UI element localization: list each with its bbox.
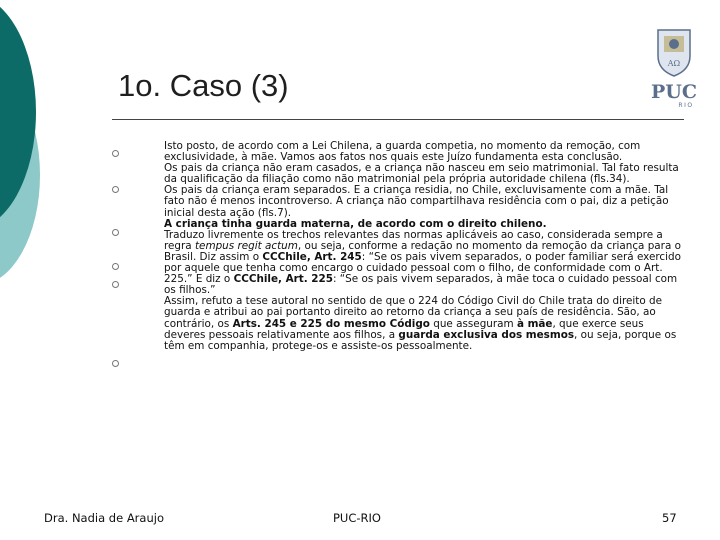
decorative-circles (0, 0, 60, 300)
paragraph-3 (164, 185, 684, 218)
paragraph-6 (164, 296, 684, 351)
bullet-6 (112, 360, 119, 367)
bullet-2 (112, 186, 119, 193)
title-divider (112, 119, 684, 120)
paragraph-5-run-7: : “Se os pais vivem separados, à mãe toca o cuidado pessoal com os filhos.” (164, 273, 678, 297)
paragraph-5 (164, 230, 684, 297)
paragraph-4-run-1: A criança tinha guarda materna, de acordo com o direito chileno. (164, 217, 547, 230)
paragraph-6-run-7: , ou seja, porque os têm em companhia, protege-os e assiste-os pessoalmente. (164, 328, 677, 352)
slide-content (164, 141, 684, 352)
paragraph-3-run-1: Os pais da criança eram separados. E a criança residia, no Chile, excluvisamente com a mãe. Tal fato não é menos incontroverso. A criança não compartilhava residência com o pai, diz a petição inicial desta ação (fls.7). (164, 184, 669, 219)
paragraph-5-run-5: : “Se os pais vivem separados, o poder familiar será exercido por aquele que tenha como encargo o cuidado pessoal com o filho, de conformidade com o Art. 225.” E diz o (164, 250, 681, 286)
svg-text:PUC: PUC (651, 81, 697, 103)
paragraph-5-run-3: , ou seja, conforme a redação no momento da remoção da criança para o Brasil. Diz assim o (164, 239, 681, 263)
puc-rio-logo (648, 26, 700, 110)
paragraph-6-run-2: Arts. 245 e 225 do mesmo Código (232, 317, 430, 330)
bullet-markers (112, 146, 132, 376)
paragraph-5-run-6: CCChile, Art. 225 (233, 273, 333, 286)
footer-author: Dra. Nadia de Araujo (44, 511, 164, 525)
paragraph-1-run-1: Isto posto, de acordo com a Lei Chilena, a guarda competia, no momento da remoção, com exclusividade, à mãe. Vamos aos fatos nos quais este Juízo fundamenta esta conclusão. (164, 140, 641, 164)
paragraph-6-run-5: , que exerce seus deveres pessoais relativamente aos filhos, a (164, 317, 644, 341)
page-number: 57 (662, 511, 677, 525)
bullet-1 (112, 150, 119, 157)
footer-center: PUC-RIO (333, 511, 381, 525)
bullet-4 (112, 263, 119, 270)
svg-text:ΑΩ: ΑΩ (667, 59, 681, 68)
slide-title: 1o. Caso (3) (118, 68, 289, 103)
paragraph-6-run-6: guarda exclusiva dos mesmos (398, 328, 575, 341)
paragraph-5-run-1: Traduzo livremente os trechos relevantes das normas aplicáveis ao caso, considerada sempre a regra (164, 228, 663, 252)
svg-text:RIO: RIO (678, 102, 694, 109)
paragraph-2-run-1: Os pais da criança não eram casados, e a criança não nasceu em seio matrimonial. Tal fato resulta da qualificação da filiação como não matrimonial pela própria autoridade chilena (fls.34). (164, 162, 679, 186)
bullet-5 (112, 281, 119, 288)
paragraph-6-run-1: Assim, refuto a tese autoral no sentido de que o 224 do Código Civil do Chile trata do direito de guarda e atribui ao pai portanto direito ao retorno da criança a seu país de residência. São, ao contrário, os (164, 295, 663, 330)
paragraph-6-run-4: à mãe (516, 317, 553, 330)
paragraph-5-run-2: tempus regit actum (194, 239, 298, 252)
paragraph-1 (164, 141, 684, 163)
paragraph-6-run-3: que asseguram (429, 317, 517, 330)
paragraph-5-run-4: CCChile, Art. 245 (262, 250, 362, 263)
paragraph-2 (164, 163, 684, 185)
bullet-3 (112, 229, 119, 236)
